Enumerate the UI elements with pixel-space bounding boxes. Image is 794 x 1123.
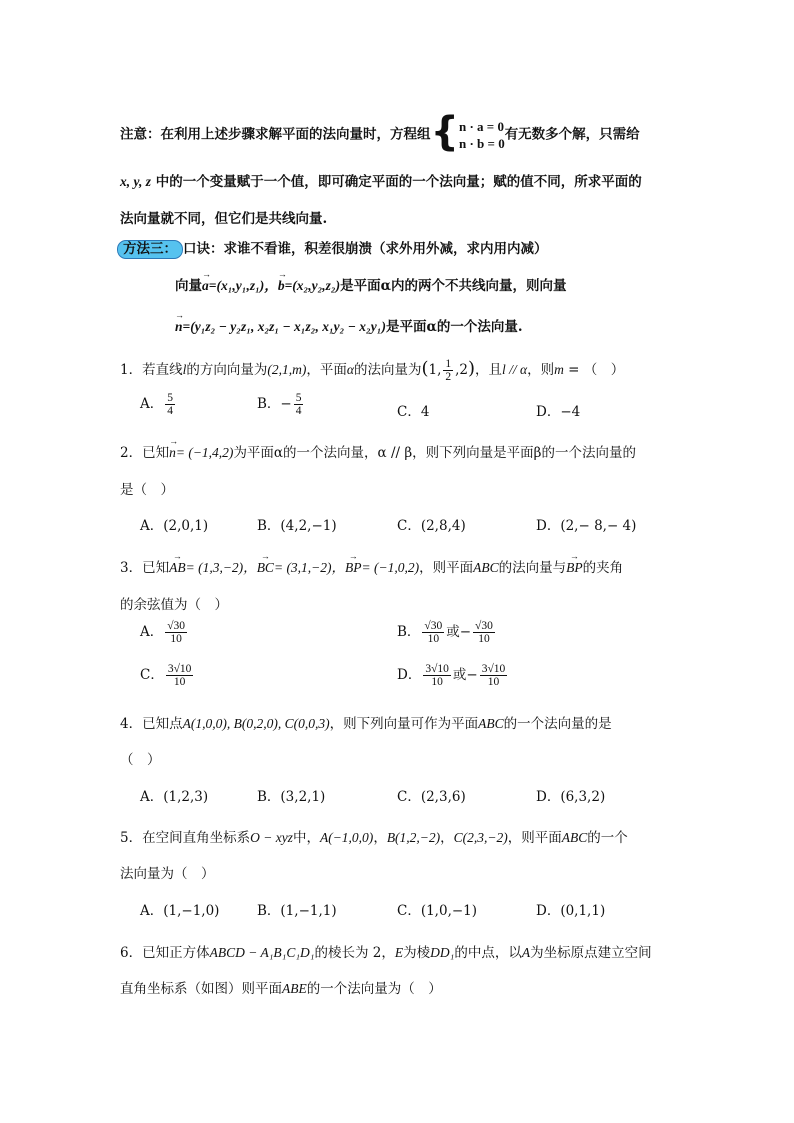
equation-system: [459, 118, 505, 152]
equation-2: n · b = 0: [458, 136, 505, 151]
option-4-D[interactable]: D．(6,3,2): [536, 789, 606, 805]
question-6-stem: 6．已知正方体ABCD − A₁B₁C₁D₁的棱长为 2，E为棱DD₁的中点，以A为坐标原点建立空间: [120, 945, 652, 961]
method3-header: [117, 237, 548, 259]
option-4-B[interactable]: B．(3,2,1): [257, 789, 326, 805]
option-1-D[interactable]: D．−4: [536, 404, 581, 420]
note-line-2: x, y, z 中的一个变量赋于一个值，即可确定平面的一个法向量；赋的值不同，所求平面的: [120, 174, 642, 190]
option-1-A[interactable]: A． $\frac{5}{4}$: [140, 392, 173, 418]
question-5-stem: 5．在空间直角坐标系O − xyz中，A(−1,0,0)，B(1,2,−2)，C(2,3,−2)，则平面ABC的一个: [120, 830, 628, 846]
option-3-B[interactable]: B． $\frac{√30}{10}$ 或− $\frac{√30}{10}$: [397, 620, 493, 646]
note-line-3: 法向量就不同，但它们是共线向量.: [120, 211, 328, 227]
option-3-A[interactable]: A． $\frac{√30}{10}$: [140, 620, 186, 646]
method3-line-2: → n=(y₁z₂ − y₂z₁, x₂z₁ − x₁z₂, x₁y₂ − x₂y₁)是平面α的一个法向量.: [175, 315, 523, 335]
option-2-B[interactable]: B．(4,2,−1): [257, 518, 337, 534]
question-6-line-2: 直角坐标系（如图）则平面ABE的一个法向量为（ ）: [120, 981, 442, 997]
option-1-C[interactable]: C．4: [397, 404, 430, 420]
option-2-D[interactable]: D．(2,− 8,− 4): [536, 518, 637, 534]
question-3-line-2: 的余弦值为（ ）: [120, 597, 228, 613]
question-1-stem: 1．若直线l的方向向量为(2,1,m)，平面α的法向量为(1, $\frac{1}{2}$ ,2)，且l // α，则m = （ ）: [120, 358, 625, 384]
option-3-C[interactable]: C． $\frac{3√10}{10}$: [140, 663, 192, 689]
option-2-A[interactable]: A．(2,0,1): [140, 518, 209, 534]
question-4-stem: 4．已知点A(1,0,0), B(0,2,0), C(0,0,3)，则下列向量可作为平面ABC的一个法向量的是: [120, 716, 612, 732]
option-2-C[interactable]: C．(2,8,4): [397, 518, 466, 534]
question-3-stem: 3．已知→ AB= (1,3,−2)，→ BC= (3,1,−2)，→ BP= (−1,0,2)，则平面ABC的法向量与→ BP的夹角: [120, 556, 623, 576]
option-3-D[interactable]: D． $\frac{3√10}{10}$ 或− $\frac{3√10}{10}$: [397, 663, 506, 689]
note-line-1: 注意：在利用上述步骤求解平面的法向量时，方程组{ n · a = 0 n · b = 0 有无数多个解，只需给: [120, 109, 640, 155]
method3-mnemonic: 口诀：求谁不看谁，积差很崩溃（求外用外减，求内用内减）: [183, 241, 548, 257]
question-2-stem: 2．已知→ n= (−1,4,2)为平面α的一个法向量，α // β，则下列向量是平面β的一个法向量的: [120, 441, 636, 461]
option-5-B[interactable]: B．(1,−1,1): [257, 903, 337, 919]
question-2-line-2: 是（ ）: [120, 482, 174, 498]
option-4-A[interactable]: A．(1,2,3): [140, 789, 209, 805]
option-4-C[interactable]: C．(2,3,6): [397, 789, 466, 805]
system-brace: {: [430, 109, 459, 155]
method3-line-1: 向量→ a=(x₁,y₁,z₁)，→ b=(x₂,y₂,z₂)是平面α内的两个不共线向量，则向量: [175, 274, 567, 294]
option-5-C[interactable]: C．(1,0,−1): [397, 903, 478, 919]
option-1-B[interactable]: B．− $\frac{5}{4}$: [257, 392, 302, 418]
option-5-D[interactable]: D．(0,1,1): [536, 903, 606, 919]
question-5-line-2: 法向量为（ ）: [120, 866, 215, 882]
equation-1: n · a = 0: [458, 119, 504, 134]
fraction-half: $\frac{1}{2}$: [445, 358, 452, 384]
method-badge: 方法三：: [117, 240, 183, 259]
option-5-A[interactable]: A．(1,−1,0): [140, 903, 220, 919]
question-4-line-2: （ ）: [120, 752, 161, 768]
